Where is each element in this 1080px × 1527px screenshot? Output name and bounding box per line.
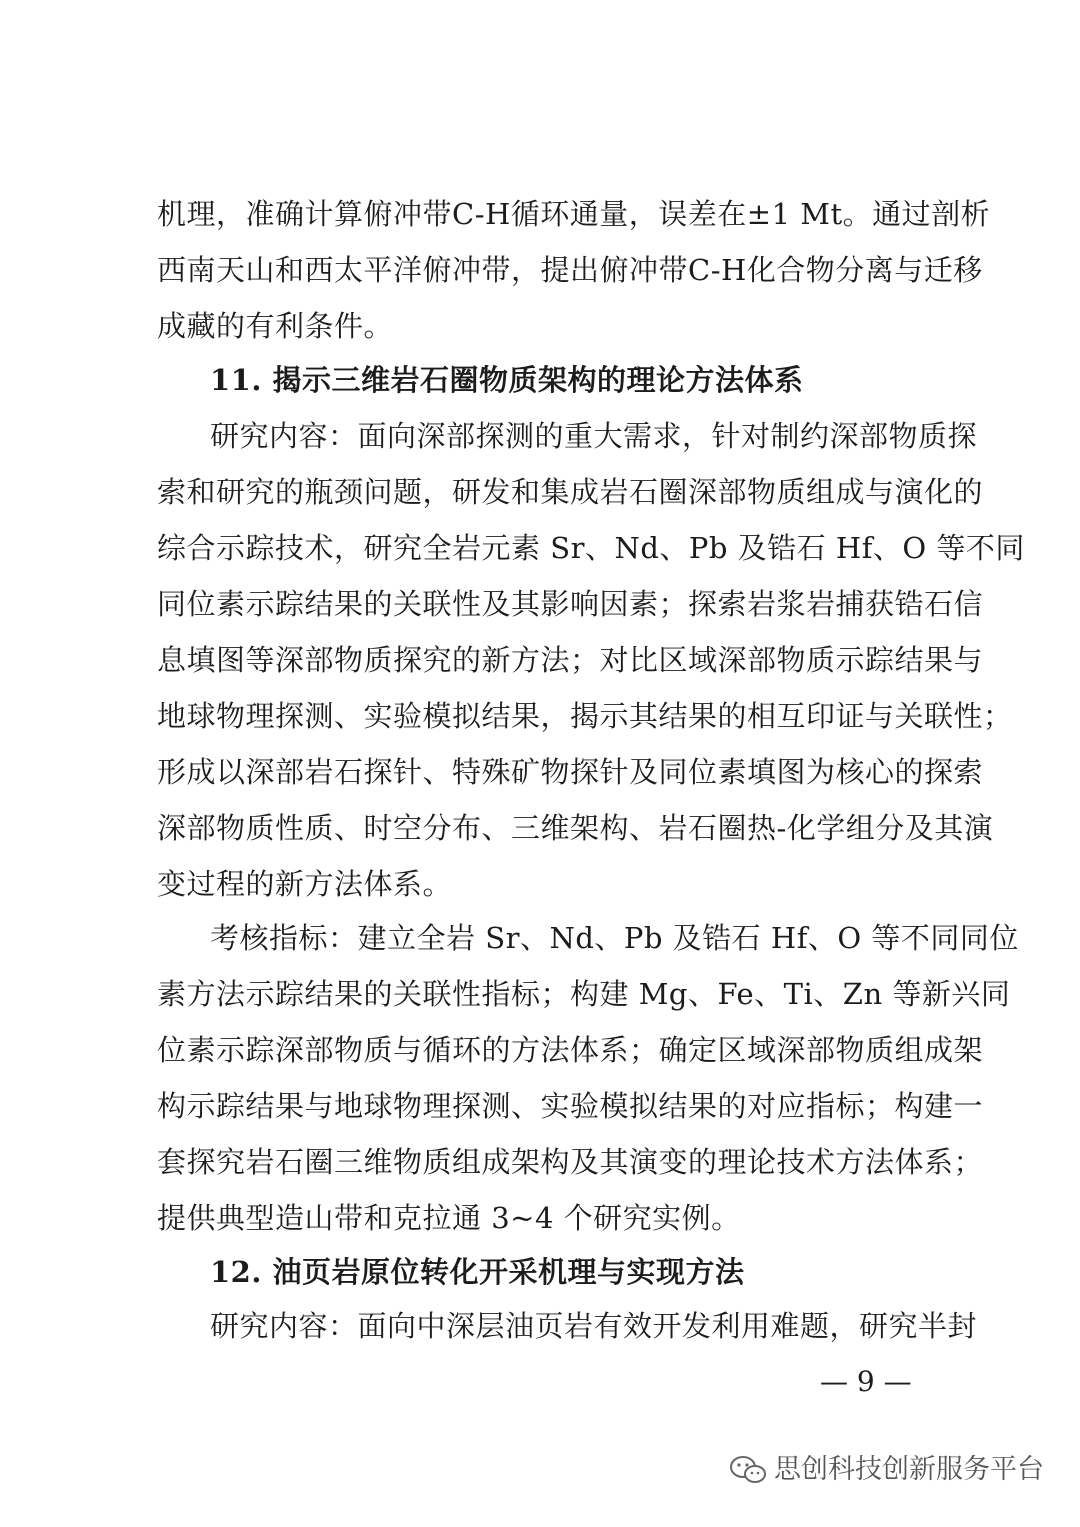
body-line: 研究内容：面向中深层油页岩有效开发利用难题，研究半封 bbox=[210, 1309, 978, 1343]
section-heading: 12. 油页岩原位转化开采机理与实现方法 bbox=[210, 1255, 745, 1289]
body-line: 形成以深部岩石探针、特殊矿物探针及同位素填图为核心的探索 bbox=[157, 755, 984, 789]
body-line: 位素示踪深部物质与循环的方法体系；确定区域深部物质组成架 bbox=[157, 1033, 984, 1067]
body-line: 素方法示踪结果的关联性指标；构建 Mg、Fe、Ti、Zn 等新兴同 bbox=[157, 977, 1011, 1011]
page-number: — 9 — bbox=[820, 1365, 912, 1398]
watermark bbox=[728, 1450, 1044, 1490]
body-line: 考核指标：建立全岩 Sr、Nd、Pb 及锆石 Hf、O 等不同同位 bbox=[210, 921, 1019, 955]
section-heading: 11. 揭示三维岩石圈物质架构的理论方法体系 bbox=[210, 363, 804, 397]
body-line: 套探究岩石圈三维物质组成架构及其演变的理论技术方法体系； bbox=[157, 1145, 984, 1179]
body-line: 索和研究的瓶颈问题，研发和集成岩石圈深部物质组成与演化的 bbox=[157, 475, 984, 509]
wechat-icon bbox=[728, 1454, 768, 1486]
body-line: 地球物理探测、实验模拟结果，揭示其结果的相互印证与关联性； bbox=[157, 699, 1013, 733]
body-line: 息填图等深部物质探究的新方法；对比区域深部物质示踪结果与 bbox=[157, 643, 984, 677]
body-line: 机理，准确计算俯冲带C-H循环通量，误差在±1 Mt。通过剖析 bbox=[157, 197, 991, 231]
body-line: 构示踪结果与地球物理探测、实验模拟结果的对应指标；构建一 bbox=[157, 1089, 984, 1123]
body-line: 综合示踪技术，研究全岩元素 Sr、Nd、Pb 及锆石 Hf、O 等不同 bbox=[157, 531, 1025, 565]
body-line: 提供典型造山带和克拉通 3~4 个研究实例。 bbox=[157, 1201, 741, 1235]
body-line: 成藏的有利条件。 bbox=[157, 309, 394, 343]
body-line: 同位素示踪结果的关联性及其影响因素；探索岩浆岩捕获锆石信 bbox=[157, 587, 984, 621]
body-line: 研究内容：面向深部探测的重大需求，针对制约深部物质探 bbox=[210, 419, 978, 453]
body-line: 西南天山和西太平洋俯冲带，提出俯冲带C-H化合物分离与迁移 bbox=[157, 253, 983, 287]
watermark-text: 思创科技创新服务平台 bbox=[774, 1454, 1044, 1485]
body-line: 变过程的新方法体系。 bbox=[157, 867, 453, 901]
body-line: 深部物质性质、时空分布、三维架构、岩石圈热-化学组分及其演 bbox=[157, 811, 994, 845]
